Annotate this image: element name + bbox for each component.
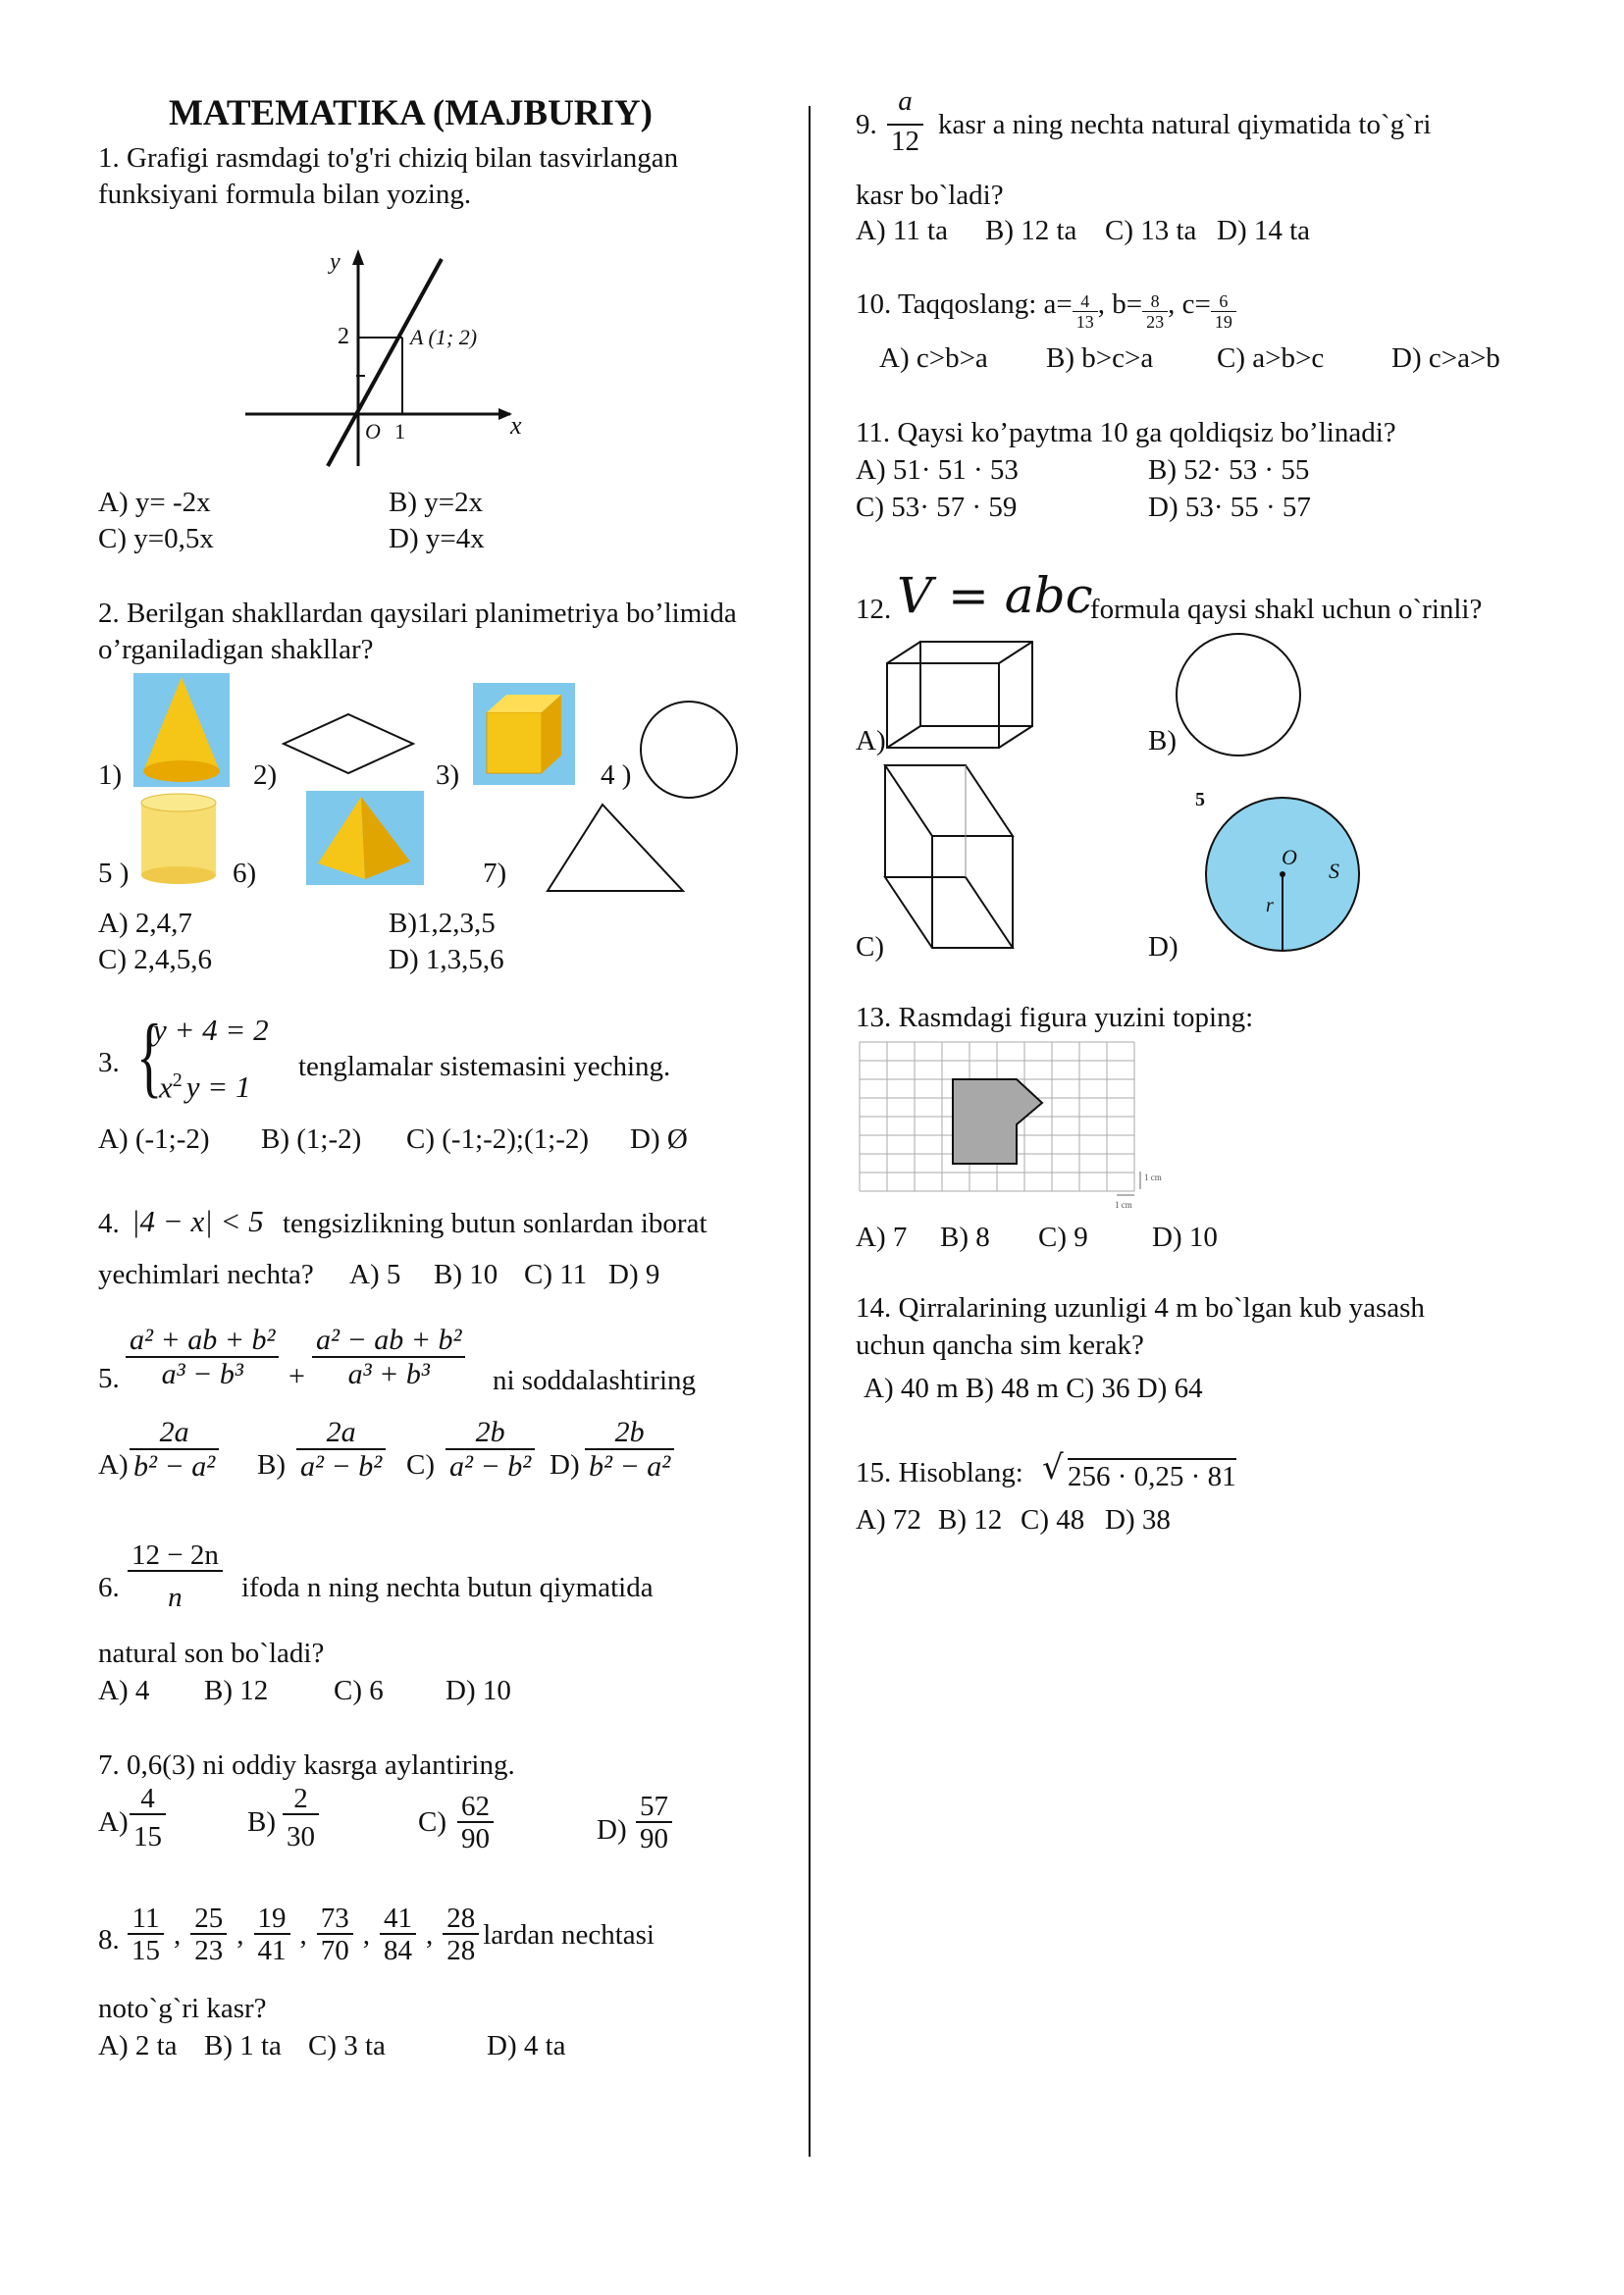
q2-line2: o’rganiladigan shakllar? <box>98 634 374 665</box>
q11-option-b: B) 52· 53 · 55 <box>1148 454 1310 486</box>
q2-num-1: 1) <box>98 759 123 791</box>
q1-line2: funksiyani formula bilan yozing. <box>98 179 472 210</box>
q6-number: 6. <box>98 1572 120 1603</box>
q8-fraction-list: $\frac{11}{15}$ , $\frac{25}{23}$ , $\frac{19}{41}$ , $\frac{73}{70}$ , $\frac{41}{84}$ , $\frac{28}{28}$ lardan nechtasi <box>128 1904 655 1968</box>
q5-option-a-fraction <box>130 1417 219 1484</box>
q3-eq2-rest: y = 1 <box>185 1069 251 1105</box>
q5-option-b-fraction <box>296 1417 386 1484</box>
q12-option-a: A) <box>856 725 886 756</box>
q7-c-den: 90 <box>461 1823 490 1855</box>
q3-eq2-exp: 2 <box>172 1069 183 1091</box>
prism-figure <box>881 761 1019 956</box>
q10-a-den: 13 <box>1075 311 1094 332</box>
q4-expression: |4 − x| < 5 <box>131 1204 264 1238</box>
q9-option-c: C) 13 ta <box>1105 215 1197 246</box>
q9-option-a: A) 11 ta <box>856 215 948 246</box>
q10-b-den: 23 <box>1146 311 1165 332</box>
q3-brace: { <box>135 1006 163 1106</box>
q1-option-a: A) y= -2x <box>98 487 211 518</box>
q6-line2: natural son bo`ladi? <box>98 1638 325 1669</box>
q9-den: 12 <box>891 126 919 158</box>
q7-option-b-label: B) <box>247 1806 276 1838</box>
q7-d-den: 90 <box>640 1823 668 1855</box>
q1-line-graph <box>245 245 540 471</box>
q8-text: lardan nechtasi <box>483 1919 655 1952</box>
q11-option-c: C) 53· 57 · 59 <box>856 492 1018 523</box>
q1-x-axis-label: x <box>510 411 522 440</box>
q1-option-c: C) y=0,5x <box>98 523 214 554</box>
q5-b-den: a² − b² <box>296 1448 386 1485</box>
grid-figure <box>860 1042 1144 1199</box>
q7-a-den: 15 <box>133 1821 162 1853</box>
q5-option-c-label: C) <box>406 1449 435 1481</box>
q5-option-a-label: A) <box>98 1449 129 1481</box>
q4-text: tengsizlikning butun sonlardan iborat <box>283 1208 707 1239</box>
q12-formula: V = abc <box>897 567 1093 624</box>
q5-d-den: b² − a² <box>585 1448 674 1485</box>
q8-f0-den: 15 <box>131 1935 160 1967</box>
q15-radicand: 256 · 0,25 · 81 <box>1068 1458 1236 1493</box>
q1-line1: 1. Grafigi rasmdagi to'g'ri chiziq bilan tasvirlangan <box>98 142 679 174</box>
q12-text: - formula qaysi shakl uchun o`rinli? <box>1074 594 1483 625</box>
q2-num-6: 6) <box>233 858 257 889</box>
q13-option-c: C) 9 <box>1038 1222 1088 1253</box>
q11-line1: 11. Qaysi ko’paytma 10 ga qoldiqsiz bo’linadi? <box>856 417 1396 448</box>
q2-option-b: B)1,2,3,5 <box>389 908 496 939</box>
q10-prefix: 10. Taqqoslang: a= <box>856 288 1073 320</box>
q10-c-den: 19 <box>1214 311 1232 332</box>
q8-f1-den: 23 <box>194 1935 224 1967</box>
q13-unit-horizontal: 1 cm <box>1115 1200 1132 1210</box>
q10-option-d: D) c>a>b <box>1391 342 1500 374</box>
q12-d-r-label: r <box>1266 895 1274 916</box>
q5-d-num: 2b <box>614 1416 645 1448</box>
rhombus-figure <box>280 712 417 775</box>
circle-outline-figure <box>1174 632 1305 759</box>
q15-option-a: A) 72 <box>856 1504 921 1536</box>
q9-fraction <box>887 86 923 159</box>
q10-option-b: B) b>c>a <box>1046 342 1154 374</box>
q11-option-a: A) 51· 51 · 53 <box>856 454 1019 486</box>
q3-eq2-base: x <box>159 1069 173 1105</box>
q15-option-d: D) 38 <box>1105 1504 1171 1536</box>
q8-f4-num: 41 <box>380 1904 416 1935</box>
q5-option-d-fraction <box>585 1417 674 1484</box>
q5-option-c-fraction <box>445 1417 535 1484</box>
q9-text: kasr a ning nechta natural qiymatida to`g`ri <box>938 109 1432 140</box>
q5-c-num: 2b <box>475 1416 505 1448</box>
cylinder-figure <box>139 793 218 887</box>
q2-option-a: A) 2,4,7 <box>98 908 192 939</box>
q8-fraction <box>254 1904 290 1968</box>
q2-num-5: 5 ) <box>98 858 130 889</box>
q10-b-num: 8 <box>1142 292 1168 312</box>
q1-option-d: D) y=4x <box>389 523 485 554</box>
q8-f3-den: 70 <box>320 1935 349 1967</box>
q3-option-b: B) (1;-2) <box>261 1123 362 1155</box>
q1-x-tick: 1 <box>394 419 405 443</box>
cube-figure <box>473 683 575 785</box>
q8-option-c: C) 3 ta <box>308 2030 386 2061</box>
q2-num-2: 2) <box>253 759 278 791</box>
q6-option-c: C) 6 <box>334 1675 384 1706</box>
q14-line1: 14. Qirralarining uzunligi 4 m bo`lgan kub yasash <box>856 1292 1425 1324</box>
q5-fraction-2 <box>312 1325 465 1391</box>
q8-number: 8. <box>98 1924 120 1956</box>
q14-options: A) 40 m B) 48 m C) 36 D) 64 <box>864 1373 1203 1404</box>
q7-option-d-fraction <box>636 1792 672 1856</box>
q2-option-d: D) 1,3,5,6 <box>389 944 504 975</box>
q5-f2-den: a³ + b³ <box>347 1357 430 1390</box>
q4-line2: yechimlari nechta? <box>98 1259 314 1290</box>
q15-sqrt-sign: √ <box>1042 1448 1064 1487</box>
q6-num: 12 − 2n <box>128 1540 223 1572</box>
triangle-figure <box>544 801 687 895</box>
q4-option-c: C) 11 <box>524 1259 588 1290</box>
q8-fraction <box>443 1904 479 1968</box>
q8-f4-den: 84 <box>384 1935 412 1967</box>
q13-option-b: B) 8 <box>940 1222 990 1253</box>
q9-number: 9. <box>856 109 877 140</box>
q8-fraction <box>317 1904 353 1968</box>
q6-option-b: B) 12 <box>204 1675 269 1706</box>
q12-option-b: B) <box>1148 725 1177 756</box>
q13-line1: 13. Rasmdagi figura yuzini toping: <box>856 1002 1254 1033</box>
q7-option-d-label: D) <box>597 1814 627 1846</box>
q8-f5-num: 28 <box>443 1904 479 1935</box>
q6-option-a: A) 4 <box>98 1675 150 1706</box>
q6-text: ifoda n ning nechta butun qiymatida <box>241 1572 654 1603</box>
pyramid-figure <box>306 791 424 885</box>
q7-line1: 7. 0,6(3) ni oddiy kasrga aylantiring. <box>98 1749 515 1781</box>
q10-c-num: 6 <box>1211 292 1236 312</box>
q5-plus: + <box>288 1360 305 1392</box>
q8-line2: noto`g`ri kasr? <box>98 1993 267 2024</box>
q8-option-a: A) 2 ta <box>98 2030 178 2061</box>
q3-text: tenglamalar sistemasini yeching. <box>298 1051 671 1082</box>
q1-origin-label: O <box>365 419 381 443</box>
q8-fraction <box>128 1904 164 1968</box>
q3-option-a: A) (-1;-2) <box>98 1123 210 1155</box>
q5-f2-num: a² − ab + b² <box>312 1325 465 1358</box>
q10-option-c: C) a>b>c <box>1217 342 1325 374</box>
q8-f5-den: 28 <box>446 1935 476 1967</box>
q9-option-b: B) 12 ta <box>985 215 1077 246</box>
q8-f2-num: 19 <box>254 1904 290 1935</box>
q10-b-prefix: , b= <box>1097 288 1143 320</box>
page-title: MATEMATIKA (MAJBURIY) <box>169 93 653 133</box>
q12-option-d: D) <box>1148 931 1179 963</box>
q7-option-c-label: C) <box>418 1806 446 1838</box>
q9-num: a <box>887 86 923 126</box>
column-divider <box>809 106 811 2157</box>
q8-fraction <box>190 1904 227 1968</box>
q12-number: 12. <box>856 594 892 625</box>
q14-line2: uchun qancha sim kerak? <box>856 1330 1144 1361</box>
q6-option-d: D) 10 <box>445 1675 511 1706</box>
q5-text: ni soddalashtiring <box>493 1365 697 1396</box>
q7-a-num: 4 <box>130 1784 166 1815</box>
q7-option-a-label: A) <box>98 1806 129 1838</box>
q13-unit-vertical: 1 cm <box>1144 1173 1162 1182</box>
q13-option-a: A) 7 <box>856 1222 908 1253</box>
q8-f1-num: 25 <box>190 1904 227 1935</box>
q3-option-c: C) (-1;-2);(1;-2) <box>406 1123 590 1155</box>
q3-option-d: D) Ø <box>630 1123 688 1155</box>
q4-number: 4. <box>98 1208 120 1239</box>
q2-line1: 2. Berilgan shakllardan qaysilari planimetriya bo’limida <box>98 598 737 629</box>
q5-option-b-label: B) <box>257 1449 286 1481</box>
q7-option-b-fraction <box>283 1784 319 1854</box>
q5-a-den: b² − a² <box>130 1448 219 1485</box>
q8-f3-num: 73 <box>317 1904 353 1935</box>
q1-y-axis-label: y <box>330 249 341 275</box>
q9-option-d: D) 14 ta <box>1217 215 1311 246</box>
q8-option-b: B) 1 ta <box>204 2030 282 2061</box>
q3-equation-2 <box>159 1069 250 1105</box>
q7-d-num: 57 <box>636 1792 672 1823</box>
q13-option-d: D) 10 <box>1152 1222 1218 1253</box>
circle-figure <box>638 699 740 801</box>
q5-b-num: 2a <box>326 1416 356 1448</box>
q5-c-den: a² − b² <box>445 1448 535 1485</box>
q6-den: n <box>168 1582 183 1614</box>
q11-option-d: D) 53· 55 · 57 <box>1148 492 1311 523</box>
q1-y-tick: 2 <box>338 324 349 349</box>
q8-fraction <box>380 1904 416 1968</box>
q4-option-b: B) 10 <box>434 1259 498 1290</box>
q7-option-a-fraction <box>130 1784 166 1854</box>
q12-option-c: C) <box>856 931 884 963</box>
q5-f1-num: a² + ab + b² <box>126 1325 279 1358</box>
cuboid-figure <box>883 638 1036 752</box>
q7-b-num: 2 <box>283 1784 319 1815</box>
q7-c-num: 62 <box>457 1792 494 1823</box>
q15-option-c: C) 48 <box>1021 1504 1085 1536</box>
q3-equation-1: y + 4 = 2 <box>153 1013 269 1047</box>
q10-option-a: A) c>b>a <box>879 342 988 374</box>
q15-option-b: B) 12 <box>938 1504 1003 1536</box>
q12-d-tag: 5 <box>1195 789 1205 810</box>
q12-d-center-label: O <box>1282 845 1297 869</box>
q5-f1-den: a³ − b³ <box>161 1357 243 1390</box>
cone-figure <box>133 673 230 787</box>
q2-num-7: 7) <box>483 858 507 889</box>
q5-a-num: 2a <box>159 1416 189 1448</box>
q3-number: 3. <box>98 1047 120 1078</box>
q10-question <box>856 287 1236 333</box>
q5-number: 5. <box>98 1363 120 1394</box>
q2-option-c: C) 2,4,5,6 <box>98 944 212 975</box>
q4-option-a: A) 5 <box>349 1259 401 1290</box>
q1-option-b: B) y=2x <box>389 487 484 518</box>
q5-option-d-label: D) <box>550 1449 580 1481</box>
q12-d-s-label: S <box>1329 859 1339 883</box>
q2-num-3: 3) <box>436 759 460 791</box>
q1-point-label: A (1; 2) <box>410 325 478 349</box>
q4-option-d: D) 9 <box>608 1259 660 1290</box>
q9-line2: kasr bo`ladi? <box>856 180 1004 211</box>
q8-option-d: D) 4 ta <box>487 2030 566 2061</box>
q2-num-4: 4 ) <box>601 759 632 791</box>
q6-fraction <box>128 1540 223 1615</box>
q15-prefix: 15. Hisoblang: <box>856 1457 1023 1488</box>
q8-f2-den: 41 <box>257 1935 287 1967</box>
q8-f0-num: 11 <box>128 1904 164 1935</box>
q7-b-den: 30 <box>287 1821 315 1853</box>
q10-a-num: 4 <box>1073 292 1098 312</box>
q5-fraction-1 <box>126 1325 279 1391</box>
q7-option-c-fraction <box>457 1792 494 1856</box>
q10-c-prefix: , c= <box>1168 288 1211 320</box>
